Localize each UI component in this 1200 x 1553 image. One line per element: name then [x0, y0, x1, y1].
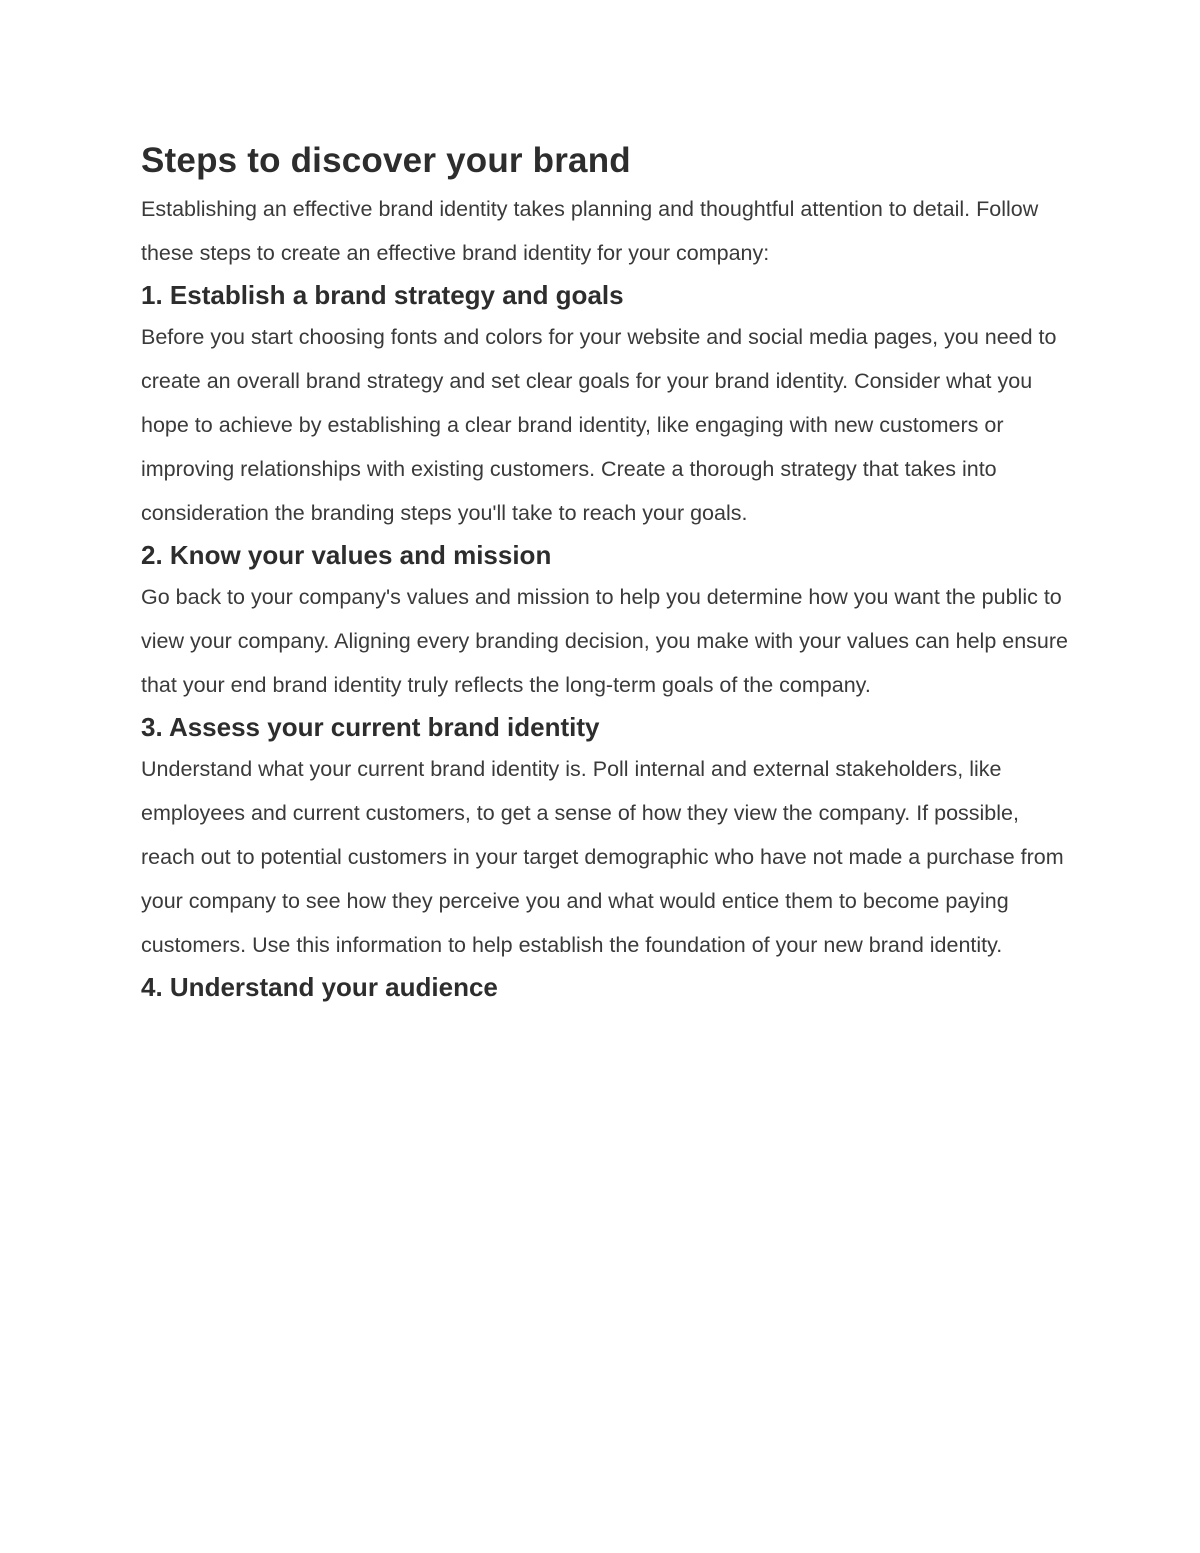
- section-heading-1: 1. Establish a brand strategy and goals: [141, 280, 624, 310]
- section-heading-2: 2. Know your values and mission: [141, 540, 552, 570]
- section-heading-4: 4. Understand your audience: [141, 972, 498, 1002]
- intro-paragraph: Establishing an effective brand identity takes planning and thoughtful attention to detail. Follow these steps to create an effective brand identity for your company:: [141, 197, 1039, 265]
- section-body-2: Go back to your company's values and mission to help you determine how you want the public to view your company. Aligning every branding decision, you make with your values can help ensure that your end brand identity truly reflects the long-term goals of the company.: [141, 585, 1068, 697]
- document-content: [141, 135, 1071, 1007]
- section-body-3: Understand what your current brand identity is. Poll internal and external stakeholders, like employees and current customers, to get a sense of how they view the company. If possible, reach out to potential customers in your target demographic who have not made a purchase from your company to see how they perceive you and what would entice them to become paying customers. Use this information to help establish the foundation of your new brand identity.: [141, 757, 1064, 957]
- page-title: Steps to discover your brand: [141, 141, 631, 180]
- section-heading-3: 3. Assess your current brand identity: [141, 712, 600, 742]
- section-body-1: Before you start choosing fonts and colors for your website and social media pages, you need to create an overall brand strategy and set clear goals for your brand identity. Consider what you hope to achieve by establishing a clear brand identity, like engaging with new customers or improving relationships with existing customers. Create a thorough strategy that takes into consideration the branding steps you'll take to reach your goals.: [141, 325, 1057, 525]
